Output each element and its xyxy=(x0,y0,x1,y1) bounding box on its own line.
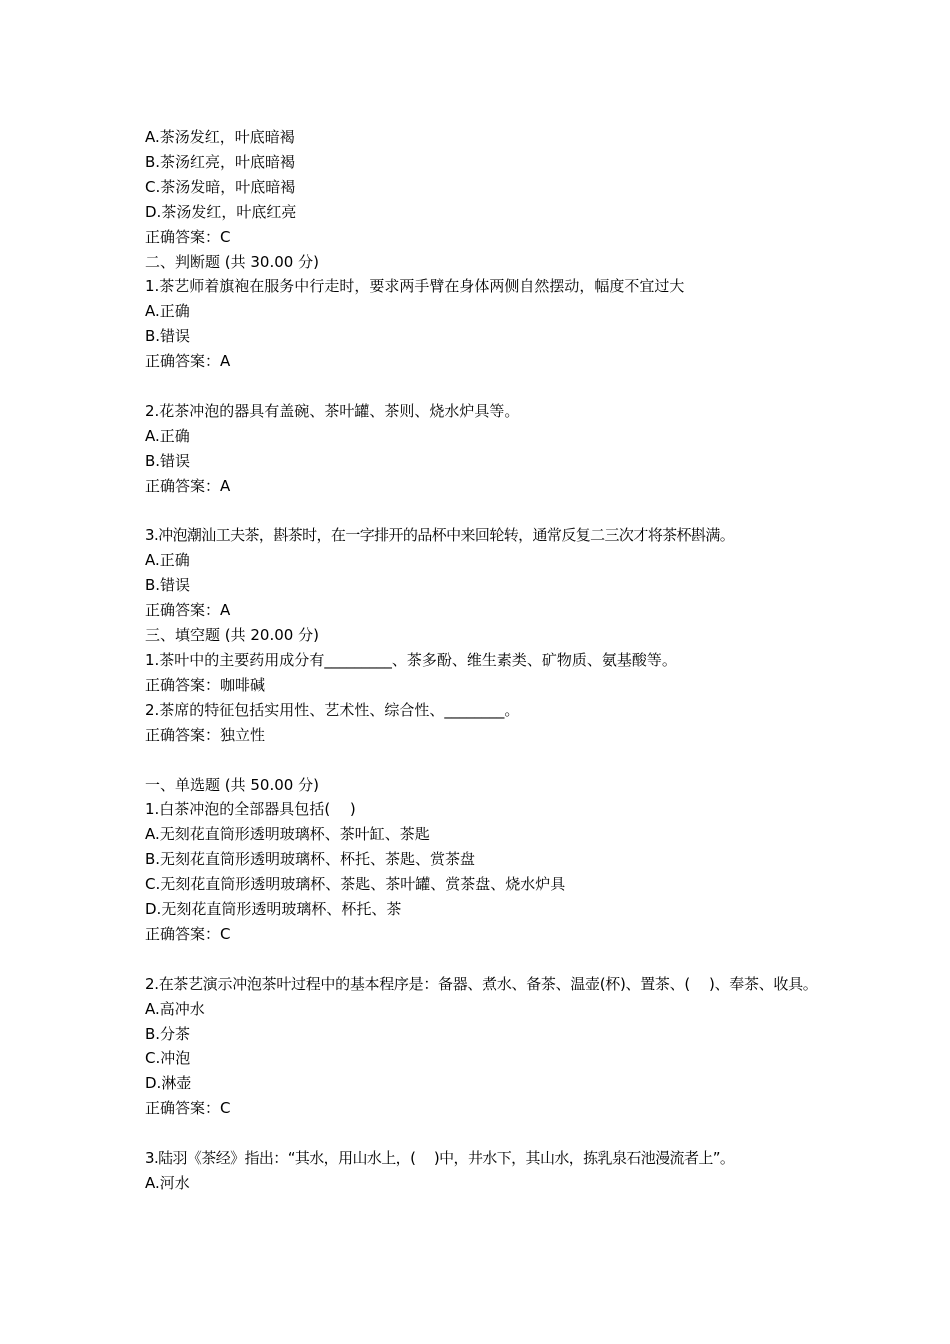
spacer xyxy=(145,748,835,773)
question-text: 1.白茶冲泡的全部器具包括( ) xyxy=(145,800,356,819)
correct-answer: 正确答案：C xyxy=(145,227,231,246)
spacer xyxy=(145,947,835,972)
option-a: A.正确 xyxy=(145,551,190,570)
option-d: D.无刻花直筒形透明玻璃杯、杯托、茶 xyxy=(145,900,402,919)
correct-answer: 正确答案：C xyxy=(145,1099,231,1118)
correct-answer: 正确答案：A xyxy=(145,352,231,371)
option-b: B.无刻花直筒形透明玻璃杯、杯托、茶匙、赏茶盘 xyxy=(145,850,476,869)
section-heading-judgment: 二、判断题 (共 30.00 分) xyxy=(145,252,319,271)
option-a: A.河水 xyxy=(145,1173,190,1192)
option-a: A.正确 xyxy=(145,302,190,321)
option-c: C.冲泡 xyxy=(145,1049,191,1068)
option-c: C.无刻花直筒形透明玻璃杯、茶匙、茶叶罐、赏茶盘、烧水炉具 xyxy=(145,875,566,894)
option-d: D.茶汤发红，叶底红亮 xyxy=(145,202,297,221)
question-text: 1.茶艺师着旗袍在服务中行走时，要求两手臂在身体两侧自然摆动，幅度不宜过大 xyxy=(145,277,685,296)
option-a: A.茶汤发红，叶底暗褐 xyxy=(145,128,295,146)
correct-answer: 正确答案：A xyxy=(145,476,231,495)
question-text: 2.花茶冲泡的器具有盖碗、茶叶罐、茶则、烧水炉具等。 xyxy=(145,401,520,420)
correct-answer: 正确答案：A xyxy=(145,601,231,620)
option-b: B.错误 xyxy=(145,327,191,346)
option-b: B.错误 xyxy=(145,451,191,470)
option-a: A.正确 xyxy=(145,426,190,445)
option-c: C.茶汤发暗，叶底暗褐 xyxy=(145,177,296,196)
option-a: A.高冲水 xyxy=(145,999,205,1018)
document-page xyxy=(145,125,835,1196)
question-text: 2.在茶艺演示冲泡茶叶过程中的基本程序是：备器、煮水、备茶、温壶(杯)、置茶、( )、奉茶、收具。 xyxy=(145,974,818,993)
option-d: D.淋壶 xyxy=(145,1074,192,1093)
correct-answer: 正确答案：C xyxy=(145,924,231,943)
section-heading-fill-in: 三、填空题 (共 20.00 分) xyxy=(145,626,319,645)
spacer xyxy=(145,374,835,399)
correct-answer: 正确答案：独立性 xyxy=(145,725,266,744)
question-text: 3.冲泡潮汕工夫茶，斟茶时，在一字排开的品杯中来回轮转，通常反复二三次才将茶杯斟满。 xyxy=(145,526,735,545)
option-b: B.茶汤红亮，叶底暗褐 xyxy=(145,152,296,171)
question-text: 1.茶叶中的主要药用成分有_________、茶多酚、维生素类、矿物质、氨基酸等。 xyxy=(145,651,677,669)
spacer xyxy=(145,499,835,524)
option-b: B.分茶 xyxy=(145,1024,191,1043)
question-text: 3.陆羽《茶经》指出：“其水，用山水上，( )中，井水下，其山水，拣乳泉石池漫流者上”。 xyxy=(145,1149,735,1168)
option-b: B.错误 xyxy=(145,576,191,595)
correct-answer: 正确答案：咖啡碱 xyxy=(145,675,266,694)
question-text: 2.茶席的特征包括实用性、艺术性、综合性、________。 xyxy=(145,700,520,719)
spacer xyxy=(145,1121,835,1146)
section-heading-single-choice: 一、单选题 (共 50.00 分) xyxy=(145,775,319,794)
option-a: A.无刻花直筒形透明玻璃杯、茶叶缸、茶匙 xyxy=(145,825,430,844)
